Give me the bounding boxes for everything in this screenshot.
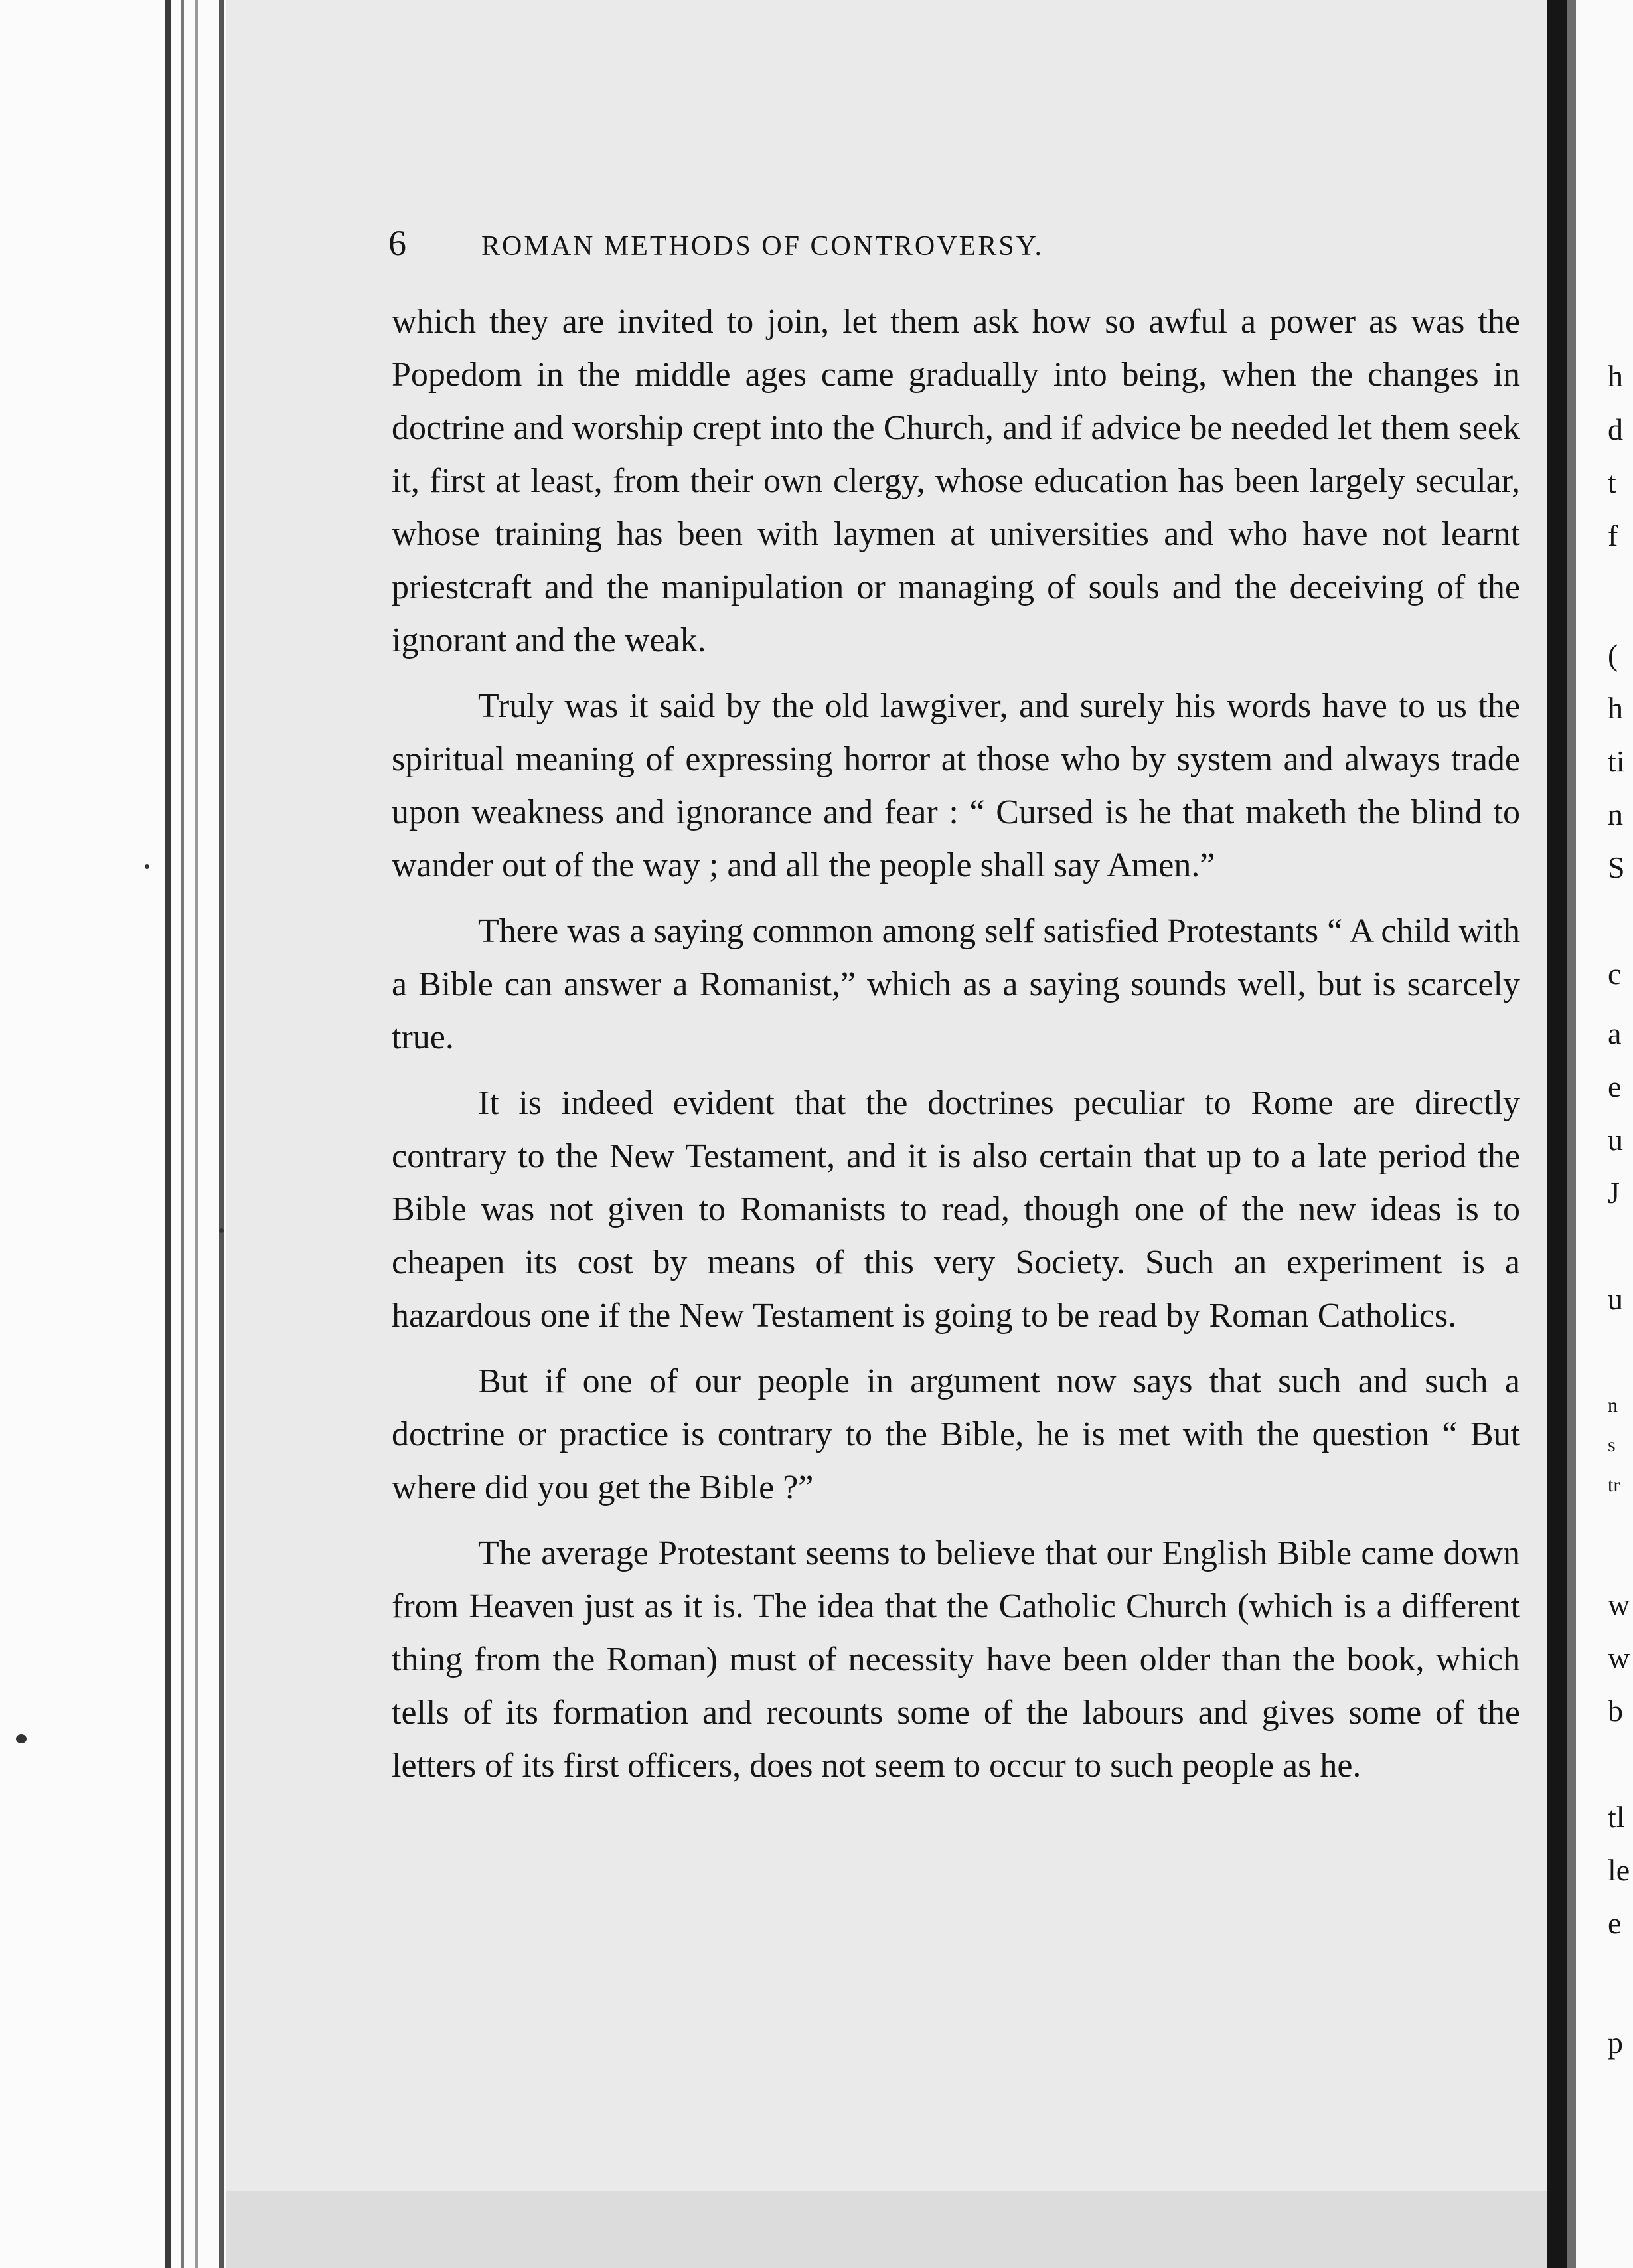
paragraph: The average Protestant seems to believe that our English Bible came down from Heaven just as it is. The idea that the Catholic Church (which is a different thing from the Roman) must of necessity have been older than the book, which tells of its formation and recounts some of the labours and gives some of the letters of its first officers, does not seem to occur to such people as he. <box>392 1534 1520 1785</box>
running-head: ROMAN METHODS OF CONTROVERSY. <box>481 231 1044 262</box>
adjacent-page-letter: e <box>1608 1906 1622 1940</box>
paragraph: It is indeed evident that the doctrines peculiar to Rome are directly contrary to the New Testament, and it is also certain that up to a late period the Bible was not given to Romanists to read, though one of the new ideas is to cheapen its cost by means of this very Society. Such an experiment is a hazardous one if the New Testament is going to be read by Roman Catholics. <box>392 1084 1520 1335</box>
paragraph: which they are invited to join, let them ask how so awful a power as was the Popedom in the middle ages came gradually into being, when the changes in doctrine and worship crept into the Church, and if advice be needed let them seek it, first at least, from their own clergy, whose education has been largely secular, whose training has been with laymen at universities and who have not learnt priestcraft and the manipulation or managing of souls and the deceiving of the ignorant and the weak. <box>392 303 1520 659</box>
page-header <box>388 222 1298 269</box>
scan-left-margin <box>0 0 226 2268</box>
adjacent-page-letter: t <box>1608 465 1616 499</box>
adjacent-page-letter: c <box>1608 957 1622 991</box>
adjacent-page-letter: tr <box>1608 1474 1620 1496</box>
page-number: 6 <box>388 223 406 263</box>
adjacent-page-letter: h <box>1608 359 1623 393</box>
binding-edge <box>165 0 171 2268</box>
adjacent-page-letter: e <box>1608 1070 1622 1103</box>
scan-speck <box>145 864 149 869</box>
adjacent-page-letter: n <box>1608 1394 1618 1416</box>
adjacent-page-fragments <box>1605 0 1633 2268</box>
scan-speck <box>219 1228 224 1233</box>
adjacent-page-letter: a <box>1608 1016 1622 1050</box>
paragraph: But if one of our people in argument now says that such and such a doctrine or practice is contrary to the Bible, he is met with the question “ But where did you get the Bible ?” <box>392 1362 1520 1506</box>
adjacent-page-letter: p <box>1608 2026 1623 2060</box>
paragraph: There was a saying common among self satisfied Protestants “ A child with a Bible can answer a Romanist,” which as a saying sounds well, but is scarcely true. <box>392 912 1520 1056</box>
binding-edge <box>195 0 198 2268</box>
adjacent-page-letter: h <box>1608 691 1623 725</box>
page-bottom-shade <box>226 2191 1547 2268</box>
adjacent-page-letter: f <box>1608 519 1618 552</box>
adjacent-page-letter: n <box>1608 797 1623 831</box>
binding-edge <box>181 0 184 2268</box>
adjacent-page-letter: b <box>1608 1694 1623 1728</box>
adjacent-page-letter: tl <box>1608 1800 1625 1834</box>
adjacent-page-letter: J <box>1608 1176 1620 1210</box>
adjacent-page-letter: w <box>1608 1587 1630 1621</box>
adjacent-page-letter: le <box>1608 1853 1630 1887</box>
adjacent-page-letter: S <box>1608 850 1625 884</box>
adjacent-page-letter: ( <box>1608 638 1618 672</box>
paragraph: Truly was it said by the old lawgiver, and surely his words have to us the spiritual meaning of expressing horror at those who by system and always trade upon weakness and ignorance and fear : “ Cursed is he that maketh the blind to wander out of the way ; and all the people shall say Amen.” <box>392 687 1520 884</box>
body-text <box>392 295 1520 1805</box>
adjacent-page-letter: u <box>1608 1123 1623 1157</box>
book-spine-shadow <box>1547 0 1567 2268</box>
adjacent-page-letter: s <box>1608 1434 1616 1456</box>
adjacent-page-letter: d <box>1608 412 1623 446</box>
scan-speck <box>16 1734 27 1743</box>
adjacent-page-letter: w <box>1608 1641 1630 1674</box>
book-spine-edge <box>1567 0 1576 2268</box>
adjacent-page-letter: u <box>1608 1282 1623 1316</box>
binding-edge <box>219 0 224 2268</box>
adjacent-page-letter: ti <box>1608 744 1625 778</box>
